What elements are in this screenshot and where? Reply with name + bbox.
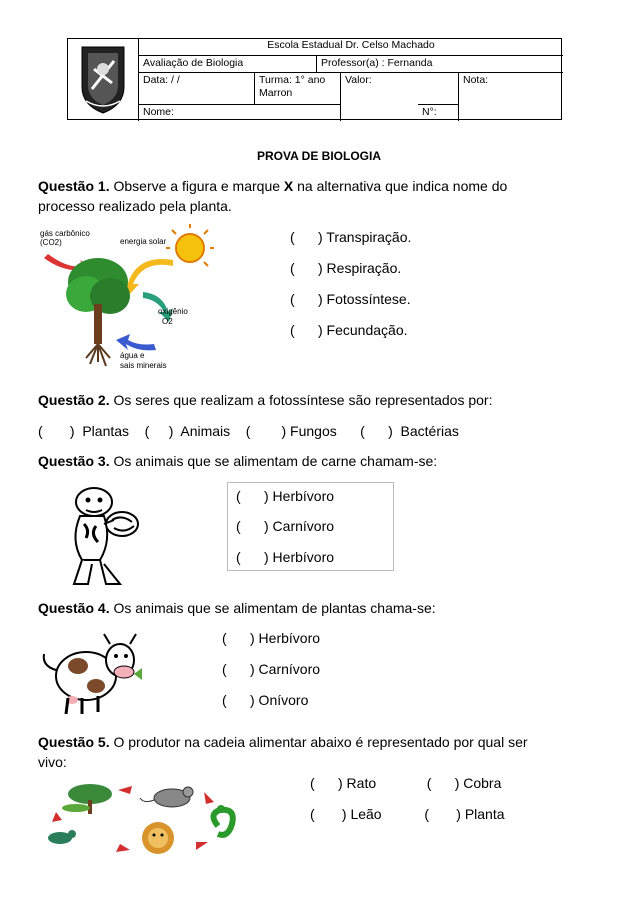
question-5-body-a: O produtor na cadeia alimentar abaixo é representado por qual ser	[109, 734, 528, 750]
number-field: N°:	[418, 104, 458, 121]
question-3-text	[38, 451, 608, 471]
q3-option-3[interactable]: ( ) Herbívoro	[236, 549, 335, 565]
food-chain-figure	[40, 778, 245, 860]
label-o2-b: O2	[162, 317, 173, 326]
school-logo	[68, 39, 138, 119]
label-co2-b: (CO2)	[40, 238, 62, 247]
class-field	[254, 72, 340, 104]
q3-option-1[interactable]: ( ) Herbívoro	[236, 488, 335, 504]
question-1-text-a: Observe a figura e marque	[109, 178, 284, 194]
question-5-label: Questão 5.	[38, 734, 110, 750]
date-field: Data: / /	[138, 72, 254, 104]
question-4-label: Questão 4.	[38, 600, 110, 616]
label-co2-a: gás carbônico	[40, 229, 90, 238]
q3-option-2[interactable]: ( ) Carnívoro	[236, 518, 335, 534]
label-water-b: sais minerais	[120, 361, 167, 370]
q1-option-3[interactable]: ( ) Fotossíntese.	[290, 291, 411, 307]
school-name: Escola Estadual Dr. Celso Machado	[138, 38, 563, 56]
question-1-label: Questão 1.	[38, 178, 110, 194]
question-2-label: Questão 2.	[38, 392, 110, 408]
question-5-body-b: vivo:	[38, 754, 67, 770]
grade-field: Nota:	[458, 72, 563, 121]
name-field: Nome:	[138, 104, 340, 121]
q4-option-2[interactable]: ( ) Carnívoro	[222, 661, 321, 677]
label-water-a: água e	[120, 351, 145, 360]
cow-figure	[38, 626, 142, 716]
header-table	[67, 38, 562, 120]
question-1-text-b: na alternativa que indica nome do	[293, 178, 508, 194]
label-sun: energia solar	[120, 237, 167, 246]
question-3-label: Questão 3.	[38, 453, 110, 469]
q2-options[interactable]: ( ) Plantas ( ) Animais ( ) Fungos ( ) Bactérias	[38, 423, 459, 439]
value-field: Valor:	[340, 72, 458, 121]
class-label: Turma: 1° ano	[259, 74, 326, 86]
q1-option-4[interactable]: ( ) Fecundação.	[290, 322, 408, 338]
q1-option-2[interactable]: ( ) Respiração.	[290, 260, 402, 276]
teacher-name: Professor(a) : Fernanda	[316, 55, 563, 73]
question-5-text	[38, 732, 608, 772]
question-1-text	[38, 176, 608, 216]
evaluation-title: Avaliação de Biologia	[138, 55, 316, 73]
question-2-body: Os seres que realizam a fotossíntese são representados por:	[109, 392, 493, 408]
q4-option-3[interactable]: ( ) Onívoro	[222, 692, 309, 708]
exam-title: PROVA DE BIOLOGIA	[256, 149, 381, 163]
label-o2-a: oxigênio	[158, 307, 188, 316]
photosynthesis-figure	[38, 224, 216, 374]
question-2-text	[38, 390, 608, 410]
class-label-2: Marron	[259, 87, 293, 99]
q5-options-row-1[interactable]: ( ) Rato ( ) Cobra	[310, 775, 502, 791]
question-3-body: Os animais que se alimentam de carne chamam-se:	[109, 453, 438, 469]
question-1-text-c: processo realizado pela planta.	[38, 198, 232, 214]
q5-options-row-2[interactable]: ( ) Leão ( ) Planta	[310, 806, 505, 822]
q4-option-1[interactable]: ( ) Herbívoro	[222, 630, 321, 646]
question-4-body: Os animais que se alimentam de plantas chama-se:	[109, 600, 436, 616]
question-4-text	[38, 598, 608, 618]
question-1-mark-x: X	[283, 178, 294, 194]
q1-option-1[interactable]: ( ) Transpiração.	[290, 229, 412, 245]
carnivore-figure	[60, 480, 145, 588]
